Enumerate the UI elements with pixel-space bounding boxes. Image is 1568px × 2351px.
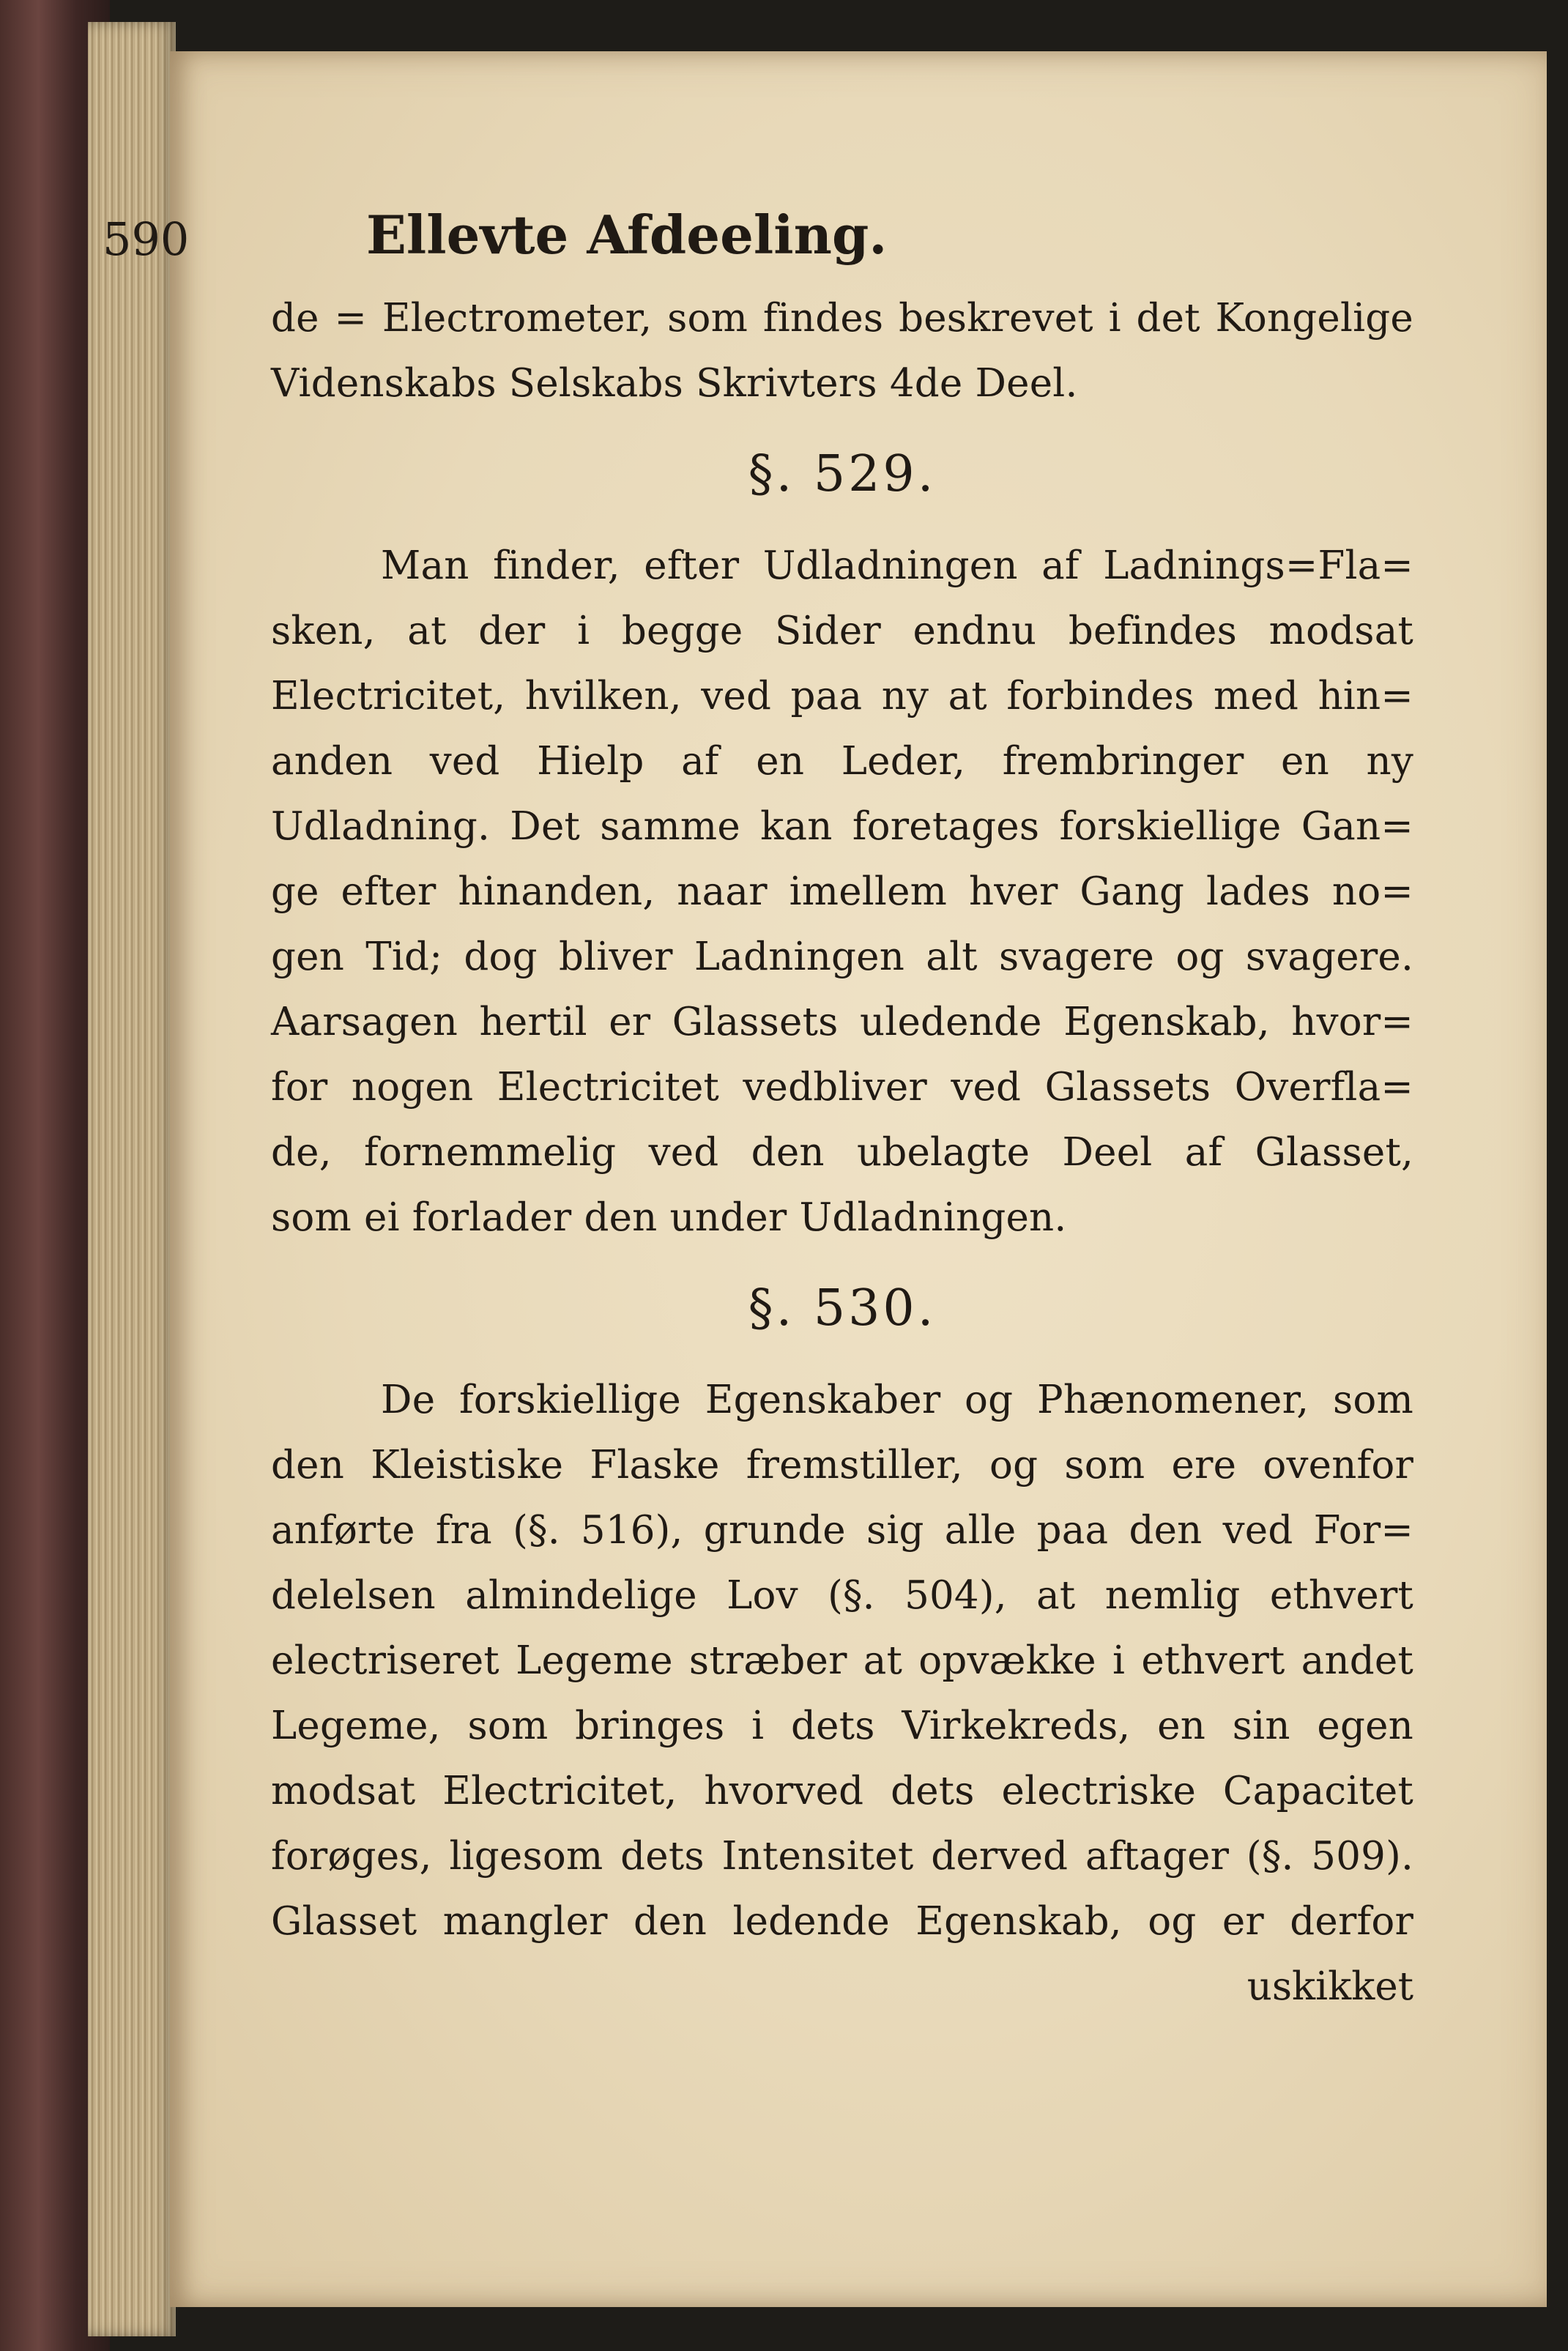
catchword: uskikket <box>1246 1964 1413 2009</box>
text-line: anførte fra (§. 516), grunde sig alle paa den ved For= <box>271 1508 1413 1553</box>
text-line: Man finder, efter Udladningen af Ladnings=Fla= <box>381 543 1413 588</box>
text-line: forøges, ligesom dets Intensitet derved aftager (§. 509). <box>271 1834 1413 1879</box>
text-line: gen Tid; dog bliver Ladningen alt svagere og svagere. <box>271 935 1413 979</box>
text-line: den Kleistiske Flaske fremstiller, og som ere ovenfor <box>271 1443 1413 1488</box>
text-line: Electricitet, hvilken, ved paa ny at forbindes med hin= <box>271 674 1413 718</box>
text-line: Aarsagen hertil er Glassets uledende Egenskab, hvor= <box>271 1000 1413 1044</box>
text-line: anden ved Hielp af en Leder, frembringer en ny <box>271 739 1413 784</box>
text-line: Videnskabs Selskabs Skrivters 4de Deel. <box>271 361 1078 406</box>
text-line: delelsen almindelige Lov (§. 504), at nemlig ethvert <box>271 1573 1413 1618</box>
text-line: De forskiellige Egenskaber og Phænomener, som <box>381 1378 1413 1422</box>
running-head: Ellevte Afdeeling. <box>366 204 888 266</box>
text-line: som ei forlader den under Udladningen. <box>271 1195 1067 1240</box>
text-line: Legeme, som bringes i dets Virkekreds, en sin egen <box>271 1704 1413 1748</box>
page-number: 590 <box>103 212 190 266</box>
continuation-paragraph <box>271 286 1413 416</box>
section-530-paragraph <box>271 1367 1413 1954</box>
section-heading-529: §. 529. <box>748 445 937 503</box>
text-line: ge efter hinanden, naar imellem hver Gang lades no= <box>271 869 1413 914</box>
text-line: de, fornemmelig ved den ubelagte Deel af Glasset, <box>271 1130 1413 1175</box>
text-line: sken, at der i begge Sider endnu befindes modsat <box>271 609 1413 653</box>
text-line: electriseret Legeme stræber at opvække i ethvert andet <box>271 1638 1413 1683</box>
page-header <box>103 183 1413 286</box>
text-line: for nogen Electricitet vedbliver ved Glassets Overfla= <box>271 1065 1413 1110</box>
page-edges <box>88 22 176 2336</box>
text-line: Udladning. Det samme kan foretages forskiellige Gan= <box>271 804 1413 849</box>
text-line: Glasset mangler den ledende Egenskab, og er derfor <box>271 1899 1413 1944</box>
page-text <box>103 183 1413 2019</box>
section-529-paragraph <box>271 533 1413 1250</box>
text-line: modsat Electricitet, hvorved dets electriske Capacitet <box>271 1769 1413 1813</box>
section-heading-530: §. 530. <box>748 1280 937 1337</box>
text-line: de = Electrometer, som findes beskrevet i det Kongelige <box>271 296 1413 341</box>
